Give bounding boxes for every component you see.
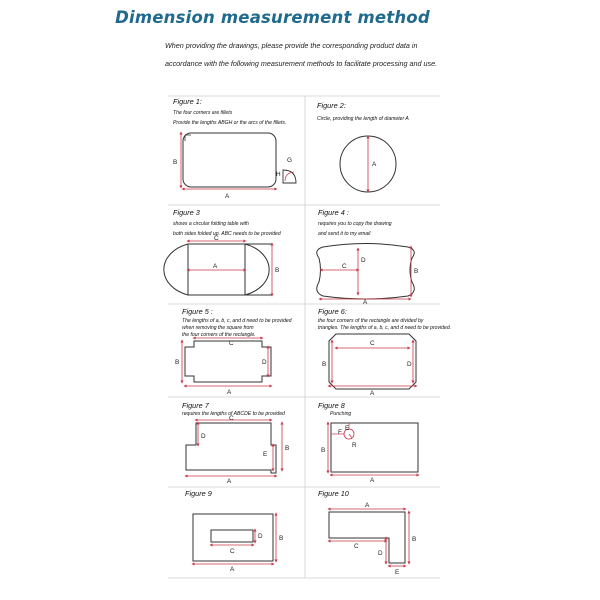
figure-5-desc-1: The lengths of a, b, c, and d need to be provided <box>182 318 292 324</box>
figure-4-title: Figure 4 : <box>318 208 349 217</box>
figure-9-label-b: B <box>279 535 284 542</box>
figure-3-label-c: C <box>214 235 219 242</box>
figure-3-label-a: A <box>213 263 218 270</box>
figure-10-label-d: D <box>378 550 383 557</box>
figure-10-label-e: E <box>395 569 400 576</box>
figure-8-label-f: F <box>338 429 342 436</box>
figure-7-desc-1: requires the lengths of ABCDE to be provided <box>182 411 285 417</box>
figure-4-desc-2: and send it to my email <box>318 231 371 237</box>
figure-7-label-c: C <box>229 415 234 422</box>
figure-6-desc-1: the four corners of the rectangle are divided by <box>318 318 424 324</box>
figure-2-desc-1: Circle, providing the length of diameter A <box>317 116 409 122</box>
figure-1-desc-1: The four corners are fillets <box>173 110 233 116</box>
figure-4-label-b: B <box>414 268 419 275</box>
figure-3-title: Figure 3 <box>173 208 200 217</box>
figure-10-label-b: B <box>412 536 417 543</box>
figure-7-label-e: E <box>263 451 268 458</box>
figure-1-label-b: B <box>173 159 178 166</box>
figure-5-label-d: D <box>262 359 267 366</box>
figure-5-shape <box>185 341 271 382</box>
figure-1-desc-2: Provide the lengths ABGH or the arcs of the fillets. <box>173 120 287 126</box>
figure-5-desc-3: the four corners of the rectangle. <box>182 332 256 338</box>
figure-4-label-a: A <box>363 299 368 306</box>
figure-5-desc-2: when removing the square from <box>182 325 254 331</box>
figure-7-label-b: B <box>285 445 290 452</box>
figure-4-desc-1: requires you to copy the drawing <box>318 221 392 227</box>
figure-5-label-c: C <box>229 340 234 347</box>
page-title: Dimension measurement method <box>115 8 430 27</box>
figure-10-label-c: C <box>354 543 359 550</box>
figure-7-title: Figure 7 <box>182 401 209 410</box>
figure-1-shape <box>183 133 276 187</box>
figure-2 <box>317 101 409 192</box>
figure-1-fillet-arc <box>283 170 296 183</box>
figure-2-title: Figure 2: <box>317 101 346 110</box>
figure-4-label-c: C <box>342 263 347 270</box>
figure-9-label-c: C <box>230 548 235 555</box>
figure-3-desc-1: shows a circular folding table with <box>173 221 249 227</box>
figure-6-label-d: D <box>407 361 412 368</box>
figure-2-label-a: A <box>372 161 377 168</box>
figure-3-shape <box>164 244 245 295</box>
figure-5-label-b: B <box>175 359 180 366</box>
figure-5-title: Figure 5 : <box>182 307 213 316</box>
figure-1-label-h: H <box>276 171 281 178</box>
figure-8-title: Figure 8 <box>318 401 345 410</box>
figure-6-label-c: C <box>370 340 375 347</box>
figure-10 <box>318 489 416 576</box>
figure-9 <box>185 489 283 573</box>
figure-4-label-d: D <box>361 257 366 264</box>
figure-3-desc-2: both sides folded up. ABC needs to be provided <box>173 231 281 237</box>
figure-7-shape <box>186 423 276 473</box>
figure-1-corner-detail <box>185 135 191 141</box>
figure-10-label-a: A <box>365 502 370 509</box>
figure-5-label-a: A <box>227 389 232 396</box>
figure-6 <box>318 307 451 397</box>
figure-9-label-a: A <box>230 566 235 573</box>
figure-1-label-a: A <box>225 193 230 200</box>
figure-7-label-a: A <box>227 478 232 485</box>
figure-8-label-e: E <box>345 425 350 432</box>
figure-3-label-b: B <box>275 267 280 274</box>
figure-6-title: Figure 6: <box>318 307 347 316</box>
figure-1 <box>173 97 296 200</box>
figure-8-label-r: R <box>352 442 357 449</box>
figure-10-title: Figure 10 <box>318 489 349 498</box>
figure-6-desc-2: triangles. The lengths of a, b, c, and d need to be provided. <box>318 325 452 331</box>
figure-8-label-b: B <box>321 447 326 454</box>
figure-6-label-b: B <box>322 361 327 368</box>
figure-1-title: Figure 1: <box>173 97 202 106</box>
figure-9-title: Figure 9 <box>185 489 212 498</box>
figure-5 <box>175 307 292 396</box>
intro-line-2: accordance with the following measurement methods to facilitate processing and use. <box>165 59 438 68</box>
figure-9-label-d: D <box>258 533 263 540</box>
figure-7 <box>182 401 289 485</box>
intro-line-1: When providing the drawings, please provide the corresponding product data in <box>165 41 418 50</box>
figure-9-cutout <box>211 530 253 542</box>
figure-7-label-d: D <box>201 433 206 440</box>
figure-10-shape <box>329 512 405 563</box>
figure-8-desc-1: Punching <box>330 411 352 417</box>
figure-4-shape <box>317 244 415 300</box>
figure-4 <box>317 208 419 306</box>
figure-3 <box>164 208 281 295</box>
figure-6-label-a: A <box>370 390 375 397</box>
figure-1-label-g: G <box>287 157 292 164</box>
figure-8 <box>318 401 418 484</box>
figure-8-label-a: A <box>370 477 375 484</box>
